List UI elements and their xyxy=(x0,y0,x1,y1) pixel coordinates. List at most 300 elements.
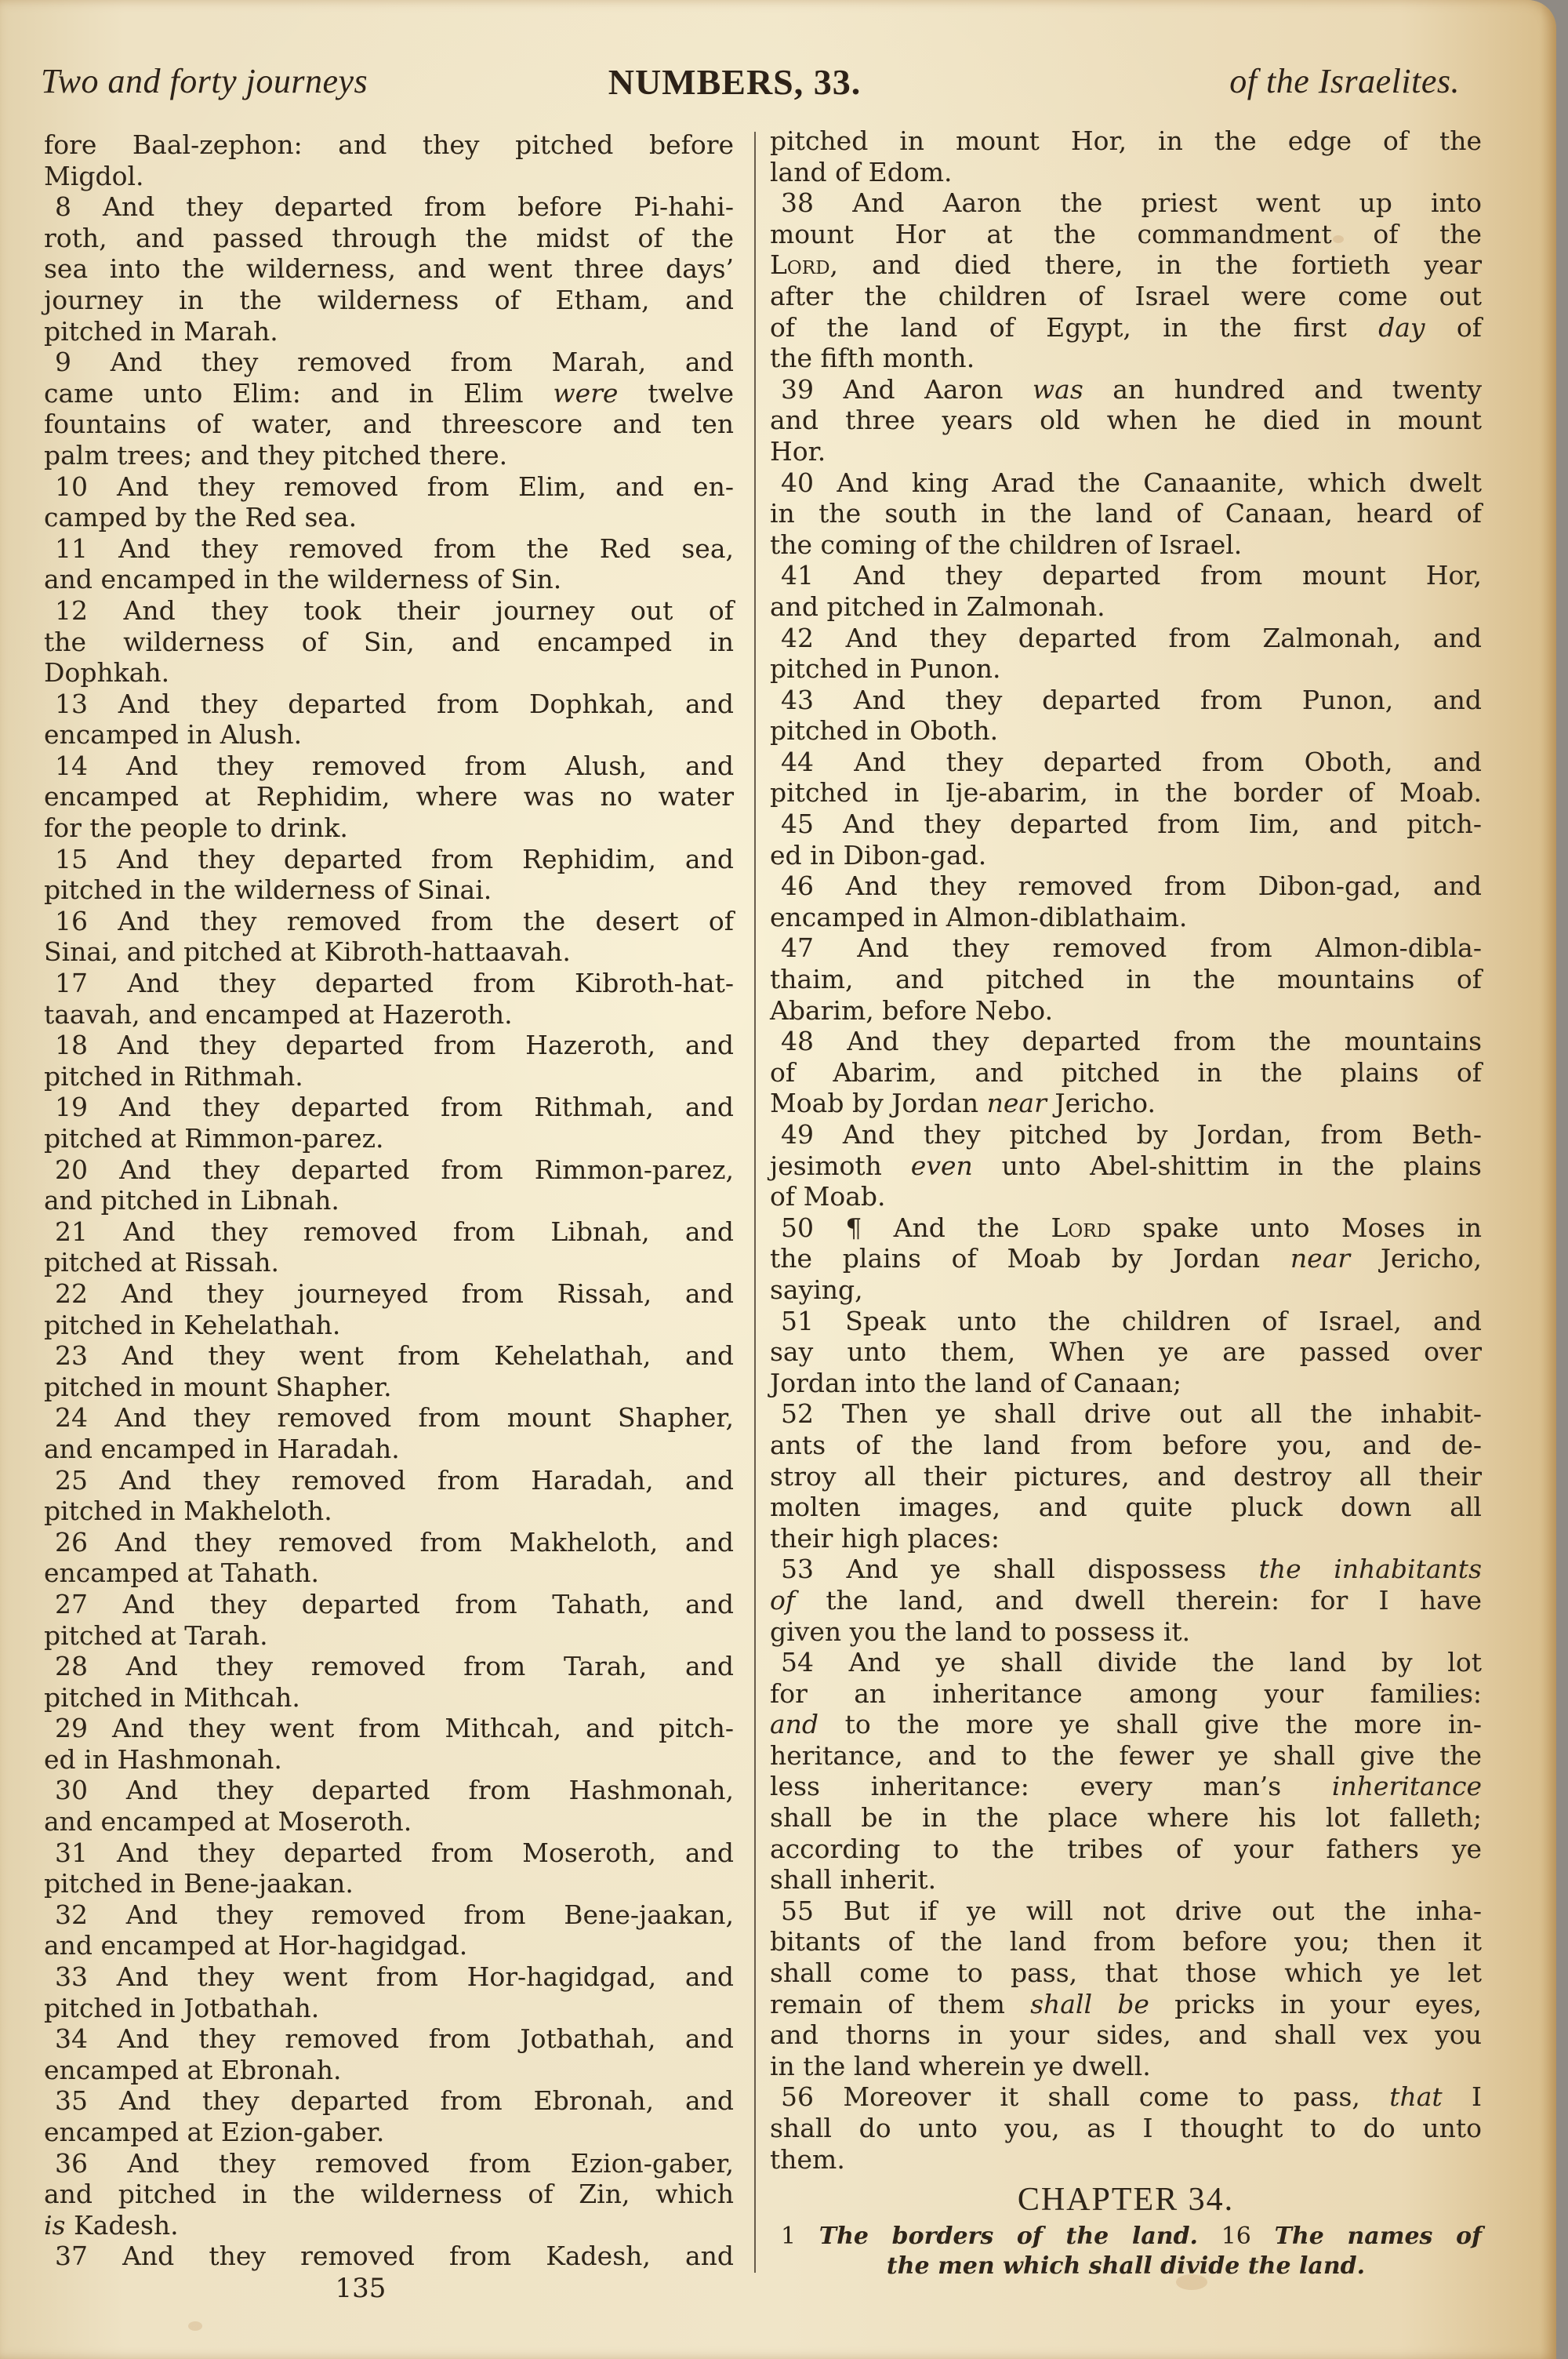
text-line xyxy=(44,285,734,316)
verse-line-start xyxy=(44,191,734,223)
text-segment: molten images, and quite pluck down all xyxy=(770,1492,1482,1523)
text-segment: given you the land to possess it. xyxy=(770,1616,1191,1647)
text-segment: pitched in Marah. xyxy=(44,315,278,347)
text-segment: bitants of the land from before you; then it xyxy=(770,1926,1482,1957)
text-line xyxy=(770,1243,1482,1274)
text-line xyxy=(44,440,734,471)
text-line xyxy=(44,316,734,347)
summary-text: The names of xyxy=(1274,2223,1483,2251)
italic-text: even xyxy=(910,1150,973,1181)
text-segment: to the more ye shall give the more in- xyxy=(818,1709,1482,1740)
text-segment: remain of them xyxy=(770,1988,1031,2019)
text-line xyxy=(770,1492,1482,1523)
verse-number: 48 xyxy=(781,1026,814,1057)
text-line xyxy=(44,1930,734,1961)
verse-line-start xyxy=(44,471,734,503)
verse-number: 40 xyxy=(781,467,814,498)
text-line xyxy=(770,1461,1482,1492)
text-segment: jesimoth xyxy=(770,1150,911,1181)
italic-text: of xyxy=(770,1584,796,1616)
text-line xyxy=(770,1709,1482,1740)
text-segment: in the south in the land of Canaan, heard of xyxy=(770,498,1482,529)
verse-line-start xyxy=(770,871,1482,902)
text-segment: ed in Dibon-gad. xyxy=(770,839,987,871)
text-line xyxy=(770,2144,1482,2175)
verse-number: 22 xyxy=(55,1278,88,1309)
verse-line-start xyxy=(44,533,734,565)
text-line xyxy=(770,219,1482,250)
text-segment: pitched in Kehelathah. xyxy=(44,1309,341,1340)
verse-number: 39 xyxy=(781,373,814,405)
text-line xyxy=(770,1926,1482,1957)
text-line xyxy=(770,1181,1482,1212)
text-line xyxy=(44,812,734,844)
text-segment: for the people to drink. xyxy=(44,812,348,844)
text-line xyxy=(770,1150,1482,1182)
verse-line-start xyxy=(770,747,1482,778)
verse-line-start xyxy=(44,1961,734,1993)
text-segment: according to the tribes of your fathers ye xyxy=(770,1833,1482,1864)
text-segment: the wilderness of Sin, and encamped in xyxy=(44,626,734,657)
text-segment: and encamped in the wilderness of Sin. xyxy=(44,564,562,595)
verse-line-start xyxy=(770,1306,1482,1337)
verse-number: 9 xyxy=(55,347,71,378)
text-segment: the fifth month. xyxy=(770,343,975,374)
text-line xyxy=(44,874,734,906)
text-segment: stroy all their pictures, and destroy all their xyxy=(770,1460,1482,1492)
text-segment: And they departed from Iim, and pitch- xyxy=(843,809,1482,840)
text-segment: palm trees; and they pitched there. xyxy=(44,439,508,471)
text-segment: Jericho. xyxy=(1046,1088,1156,1119)
text-line xyxy=(770,1336,1482,1368)
verse-line-start xyxy=(770,1026,1482,1057)
text-segment: And they removed from Makheloth, and xyxy=(114,1526,734,1558)
text-segment: And they departed from Kibroth-hat- xyxy=(127,968,734,999)
text-segment: And they departed from Ebronah, and xyxy=(118,2085,734,2117)
text-line xyxy=(770,1957,1482,1989)
text-line xyxy=(44,1372,734,1403)
verse-line-start xyxy=(770,187,1482,219)
text-segment: them. xyxy=(770,2143,845,2175)
verse-line-start xyxy=(44,2023,734,2055)
text-segment: ed in Hashmonah. xyxy=(44,1743,282,1775)
text-segment: of the land of Egypt, in the first xyxy=(770,311,1379,343)
verse-number: 31 xyxy=(55,1837,88,1868)
text-segment: for an inheritance among your families: xyxy=(770,1677,1482,1709)
text-line xyxy=(770,1678,1482,1710)
verse-line-start xyxy=(44,1899,734,1931)
text-segment: journey in the wilderness of Etham, and xyxy=(44,284,734,315)
verse-number: 41 xyxy=(781,560,814,591)
verse-number: 12 xyxy=(55,594,88,626)
text-segment: And they removed from Dibon-gad, and xyxy=(845,871,1482,902)
verse-number: 38 xyxy=(781,187,814,219)
text-segment: And they removed from Alush, and xyxy=(125,750,735,781)
text-line xyxy=(44,1434,734,1465)
verse-line-start xyxy=(770,1398,1482,1430)
text-line xyxy=(770,840,1482,871)
text-segment: And they journeyed from Rissah, and xyxy=(121,1278,734,1309)
text-segment: pitched at Rimmon-parez. xyxy=(44,1123,384,1154)
text-line xyxy=(44,1247,734,1278)
text-segment: And ye shall divide the land by lot xyxy=(848,1647,1482,1678)
small-caps-text: Lord xyxy=(1051,1212,1112,1243)
text-segment: Jordan into the land of Canaan; xyxy=(770,1367,1181,1398)
text-line xyxy=(770,715,1482,747)
running-head xyxy=(41,61,1460,116)
text-line xyxy=(44,161,734,192)
text-segment: pitched in Rithmah. xyxy=(44,1060,303,1092)
verse-number: 30 xyxy=(55,1775,88,1806)
text-segment: And they removed from Ezion-gaber, xyxy=(127,2147,734,2179)
verse-line-start xyxy=(44,1775,734,1806)
text-segment: pitched at Rissah. xyxy=(44,1247,279,1278)
book-chapter-title: NUMBERS, 33. xyxy=(608,62,862,102)
summary-verse-ref: 16 xyxy=(1221,2223,1251,2251)
small-caps-text: Lord xyxy=(770,249,830,281)
text-segment: And they removed from the desert of xyxy=(118,905,734,936)
text-segment: And they departed from Punon, and xyxy=(853,684,1482,715)
italic-text: is xyxy=(44,2209,66,2241)
text-segment: and pitched in Zalmonah. xyxy=(770,591,1105,622)
text-segment: shall inherit. xyxy=(770,1864,937,1896)
verse-number: 11 xyxy=(55,533,88,564)
verse-number: 43 xyxy=(781,684,814,715)
text-segment: land of Edom. xyxy=(770,156,953,187)
text-line xyxy=(44,223,734,254)
text-segment: pitched at Tarah. xyxy=(44,1619,268,1651)
italic-text: shall be xyxy=(1030,1988,1149,2019)
verse-number: 35 xyxy=(55,2085,88,2117)
verse-number: 27 xyxy=(55,1588,88,1619)
text-segment: pitched in Bene-jaakan. xyxy=(44,1868,354,1899)
verse-line-start xyxy=(770,1896,1482,1927)
text-line xyxy=(44,1185,734,1216)
text-segment: ants of the land from before you, and de- xyxy=(770,1429,1482,1460)
text-line xyxy=(44,781,734,812)
verse-line-start xyxy=(44,347,734,378)
text-line xyxy=(770,1740,1482,1772)
running-head-right: of the Israelites. xyxy=(1229,62,1460,100)
text-segment: pitched in Punon. xyxy=(770,653,1001,685)
text-line xyxy=(770,902,1482,933)
italic-text: that xyxy=(1389,2081,1443,2113)
text-segment: after the children of Israel were come out xyxy=(770,280,1482,311)
text-segment: And they removed from Jotbathah, and xyxy=(117,2023,734,2055)
text-segment: Speak unto the children of Israel, and xyxy=(845,1305,1482,1336)
italic-text: near xyxy=(986,1088,1047,1119)
verse-number: 52 xyxy=(781,1398,814,1430)
text-segment: taavah, and encamped at Hazeroth. xyxy=(44,998,513,1030)
text-segment: pitched in Jotbathah. xyxy=(44,1992,320,2023)
text-line xyxy=(44,253,734,285)
summary-text: The borders of the land. xyxy=(818,2223,1198,2251)
text-line xyxy=(770,1368,1482,1399)
text-segment: shall come to pass, that those which ye let xyxy=(770,1957,1482,1989)
verse-line-start xyxy=(770,2081,1482,2113)
verse-number: 28 xyxy=(55,1651,88,1682)
text-line xyxy=(770,1616,1482,1648)
verse-line-start xyxy=(44,1527,734,1558)
verse-line-start xyxy=(770,1119,1482,1150)
text-segment: ¶ And the xyxy=(845,1212,1051,1243)
text-segment: roth, and passed through the midst of the xyxy=(44,222,734,253)
chapter-heading: CHAPTER 34. xyxy=(1017,2182,1235,2219)
verse-number: 42 xyxy=(781,622,814,653)
text-segment: And they removed from Kadesh, and xyxy=(122,2241,735,2272)
text-segment: pitched in Ije-abarim, in the border of Moab. xyxy=(770,777,1482,809)
verse-number: 37 xyxy=(55,2241,88,2272)
text-segment: mount Hor at the commandment of the xyxy=(770,218,1482,249)
verse-line-start xyxy=(770,467,1482,499)
text-line xyxy=(44,564,734,595)
text-segment: pitched in Makheloth. xyxy=(44,1496,332,1527)
verse-line-start xyxy=(44,1402,734,1434)
verse-number: 8 xyxy=(55,191,71,223)
text-segment: And they departed from Moseroth, and xyxy=(117,1837,734,1868)
verse-line-start xyxy=(44,1713,734,1744)
text-segment: pitched in Mithcah. xyxy=(44,1681,300,1713)
text-segment: And they went from Kehelathah, and xyxy=(122,1340,734,1372)
italic-text: were xyxy=(553,377,619,409)
text-segment: thaim, and pitched in the mountains of xyxy=(770,964,1482,995)
text-line xyxy=(44,719,734,751)
verse-line-start xyxy=(770,374,1482,405)
page-number: 135 xyxy=(335,2273,387,2304)
text-segment: And they removed from Haradah, and xyxy=(119,1464,734,1496)
text-segment: And they took their journey out of xyxy=(123,594,734,626)
text-segment: And they removed from Bene-jaakan, xyxy=(125,1899,734,1930)
text-segment: Then ye shall drive out all the inhabit- xyxy=(841,1398,1483,1430)
italic-text: the inhabitants xyxy=(1258,1554,1482,1585)
text-segment: and thorns in your sides, and shall vex you xyxy=(770,2019,1482,2051)
text-line xyxy=(44,409,734,440)
text-segment: And they departed from Dophkah, and xyxy=(118,688,734,719)
text-segment: And they went from Hor-hagidgad, and xyxy=(116,1961,734,1993)
right-column-verses xyxy=(770,125,1482,2175)
text-segment: And they removed from Elim, and en- xyxy=(117,471,734,502)
text-segment: and encamped at Moseroth. xyxy=(44,1806,412,1837)
text-segment: Abarim, before Nebo. xyxy=(770,994,1054,1026)
italic-text: and xyxy=(770,1709,819,1740)
verse-number: 23 xyxy=(55,1340,88,1372)
verse-number: 17 xyxy=(55,968,88,999)
text-segment: unto Abel-shittim in the plains xyxy=(972,1150,1482,1181)
verse-number: 56 xyxy=(781,2081,814,2113)
verse-line-start xyxy=(44,2148,734,2179)
verse-line-start xyxy=(44,968,734,999)
text-segment: And they departed from Rimmon-parez, xyxy=(119,1154,734,1185)
text-segment: less inheritance: every man’s xyxy=(770,1771,1332,1802)
text-line xyxy=(770,777,1482,809)
verse-line-start xyxy=(44,595,734,627)
text-segment: , and died there, in the fortieth year xyxy=(829,249,1482,281)
text-segment: And they departed from Tahath, and xyxy=(122,1588,734,1619)
text-segment: spake unto Moses in xyxy=(1111,1212,1482,1243)
verse-number: 24 xyxy=(55,1402,88,1434)
verse-number: 19 xyxy=(55,1092,88,1123)
verse-number: 29 xyxy=(55,1713,88,1744)
text-segment: And they departed from Hazeroth, and xyxy=(117,1030,734,1061)
text-segment: encamped in Alush. xyxy=(44,719,303,751)
text-line xyxy=(44,1558,734,1589)
text-line xyxy=(44,1993,734,2024)
text-line xyxy=(770,1430,1482,1461)
text-line xyxy=(770,1771,1482,1802)
text-line xyxy=(44,1868,734,1899)
text-line xyxy=(770,529,1482,561)
text-segment: And they departed from Oboth, and xyxy=(854,746,1482,777)
text-line xyxy=(770,2051,1482,2082)
text-segment: Moreover it shall come to pass, xyxy=(843,2081,1390,2113)
summary-verse-ref: 1 xyxy=(781,2223,797,2251)
text-line xyxy=(770,1274,1482,1306)
verse-number: 47 xyxy=(781,932,814,964)
chapter-summary xyxy=(770,2222,1482,2281)
text-line xyxy=(770,125,1482,157)
verse-line-start xyxy=(770,1212,1482,1244)
verse-line-start xyxy=(770,1647,1482,1678)
verse-line-start xyxy=(44,1465,734,1496)
text-segment: saying, xyxy=(770,1274,863,1305)
running-head-left: Two and forty journeys xyxy=(41,62,368,100)
text-segment: I xyxy=(1442,2081,1482,2113)
text-line xyxy=(44,2210,734,2241)
text-line xyxy=(770,2113,1482,2144)
text-segment: Sinai, and pitched at Kibroth-hattaavah. xyxy=(44,936,571,968)
text-segment: camped by the Red sea. xyxy=(44,502,358,533)
verse-line-start xyxy=(44,844,734,875)
text-line xyxy=(770,498,1482,529)
verse-number: 44 xyxy=(781,746,814,777)
verse-line-start xyxy=(770,932,1482,964)
verse-number: 50 xyxy=(781,1212,814,1243)
verse-line-start xyxy=(44,1340,734,1372)
text-line xyxy=(44,2117,734,2148)
verse-line-start xyxy=(44,1154,734,1186)
text-line xyxy=(44,1682,734,1714)
text-segment: And they departed from Rephidim, and xyxy=(117,843,734,874)
text-segment: And they removed from the Red sea, xyxy=(118,533,734,564)
text-segment: pitched in mount Shapher. xyxy=(44,1371,392,1402)
right-text-column xyxy=(770,125,1482,2281)
text-line xyxy=(770,343,1482,374)
text-segment: and encamped at Hor-hagidgad. xyxy=(44,1930,468,1961)
text-segment: Migdol. xyxy=(44,160,144,191)
text-segment: shall do unto you, as I thought to do unto xyxy=(770,2113,1482,2143)
verse-number: 21 xyxy=(55,1216,88,1247)
text-line xyxy=(44,1496,734,1527)
verse-number: 13 xyxy=(55,688,88,719)
verse-number: 16 xyxy=(55,905,88,936)
text-segment: encamped at Ebronah. xyxy=(44,2054,342,2085)
text-line xyxy=(770,1989,1482,2020)
verse-number: 46 xyxy=(781,871,814,902)
text-segment: And ye shall dispossess xyxy=(846,1554,1259,1585)
text-line xyxy=(770,1523,1482,1554)
text-segment: pitched in mount Hor, in the edge of the xyxy=(770,125,1482,156)
italic-text: was xyxy=(1032,373,1083,405)
text-segment: heritance, and to the fewer ye shall give the xyxy=(770,1739,1482,1771)
text-line xyxy=(770,1585,1482,1616)
verse-line-start xyxy=(44,2085,734,2117)
verse-line-start xyxy=(770,623,1482,654)
verse-line-start xyxy=(770,809,1482,840)
verse-number: 36 xyxy=(55,2147,88,2179)
italic-text: day xyxy=(1378,311,1425,343)
text-segment: And they departed from the mountains xyxy=(847,1026,1482,1057)
text-segment: and pitched in the wilderness of Zin, which xyxy=(44,2179,734,2210)
left-text-column xyxy=(44,129,734,2272)
text-line xyxy=(44,1806,734,1837)
verse-number: 18 xyxy=(55,1030,88,1061)
text-line xyxy=(44,1123,734,1154)
verse-line-start xyxy=(44,751,734,782)
text-segment: And they departed from Hashmonah, xyxy=(125,1775,734,1806)
text-segment: say unto them, When ye are passed over xyxy=(770,1336,1482,1368)
text-line xyxy=(44,1620,734,1652)
text-line xyxy=(44,1744,734,1776)
text-segment: pricks in your eyes, xyxy=(1149,1988,1482,2019)
verse-line-start xyxy=(770,685,1482,716)
text-segment: in the land wherein ye dwell. xyxy=(770,2050,1151,2081)
verse-number: 33 xyxy=(55,1961,88,1993)
text-segment: the land, and dwell therein: for I have xyxy=(795,1584,1482,1616)
text-segment: And they departed from Zalmonah, and xyxy=(845,622,1482,653)
text-segment: And they departed from before Pi-hahi- xyxy=(103,191,734,223)
chapter-summary-line-1 xyxy=(770,2222,1482,2252)
text-line xyxy=(770,1802,1482,1834)
text-line xyxy=(770,995,1482,1027)
text-segment: sea into the wilderness, and went three days’ xyxy=(44,253,734,285)
text-line xyxy=(44,502,734,533)
verse-number: 53 xyxy=(781,1554,814,1585)
text-segment: And they removed from Tarah, and xyxy=(125,1651,734,1682)
text-line xyxy=(44,2179,734,2210)
text-line xyxy=(44,657,734,689)
verse-line-start xyxy=(44,1589,734,1620)
text-segment: pitched in Oboth. xyxy=(770,715,999,747)
verse-number: 34 xyxy=(55,2023,88,2055)
verse-number: 10 xyxy=(55,471,88,502)
text-segment: Kadesh. xyxy=(65,2209,179,2241)
verse-number: 45 xyxy=(781,809,814,840)
text-segment: came unto Elim: and in Elim xyxy=(44,377,554,409)
text-segment: twelve xyxy=(618,377,734,409)
text-segment: pitched in the wilderness of Sinai. xyxy=(44,874,492,906)
text-segment: the coming of the children of Israel. xyxy=(770,529,1243,560)
text-line xyxy=(770,1864,1482,1896)
text-line xyxy=(44,129,734,161)
text-line xyxy=(770,591,1482,623)
chapter-summary-line-2: the men which shall divide the land. xyxy=(886,2252,1366,2281)
verse-number: 20 xyxy=(55,1154,88,1185)
verse-number: 32 xyxy=(55,1899,88,1930)
verse-number: 54 xyxy=(781,1647,814,1678)
text-segment: And Aaron the priest went up into xyxy=(852,187,1482,219)
verse-line-start xyxy=(44,1030,734,1061)
verse-number: 15 xyxy=(55,843,88,874)
verse-number: 25 xyxy=(55,1464,88,1496)
text-segment: Moab by Jordan xyxy=(770,1088,987,1119)
text-segment: But if ye will not drive out the inha- xyxy=(843,1895,1482,1926)
verse-line-start xyxy=(44,1092,734,1123)
text-segment: And they went from Mithcah, and pitch- xyxy=(112,1713,734,1744)
verse-number: 55 xyxy=(781,1895,814,1926)
text-segment: And Aaron xyxy=(843,373,1033,405)
text-segment: And they pitched by Jordan, from Beth- xyxy=(842,1119,1482,1150)
text-segment: And they removed from Libnah, and xyxy=(123,1216,734,1247)
